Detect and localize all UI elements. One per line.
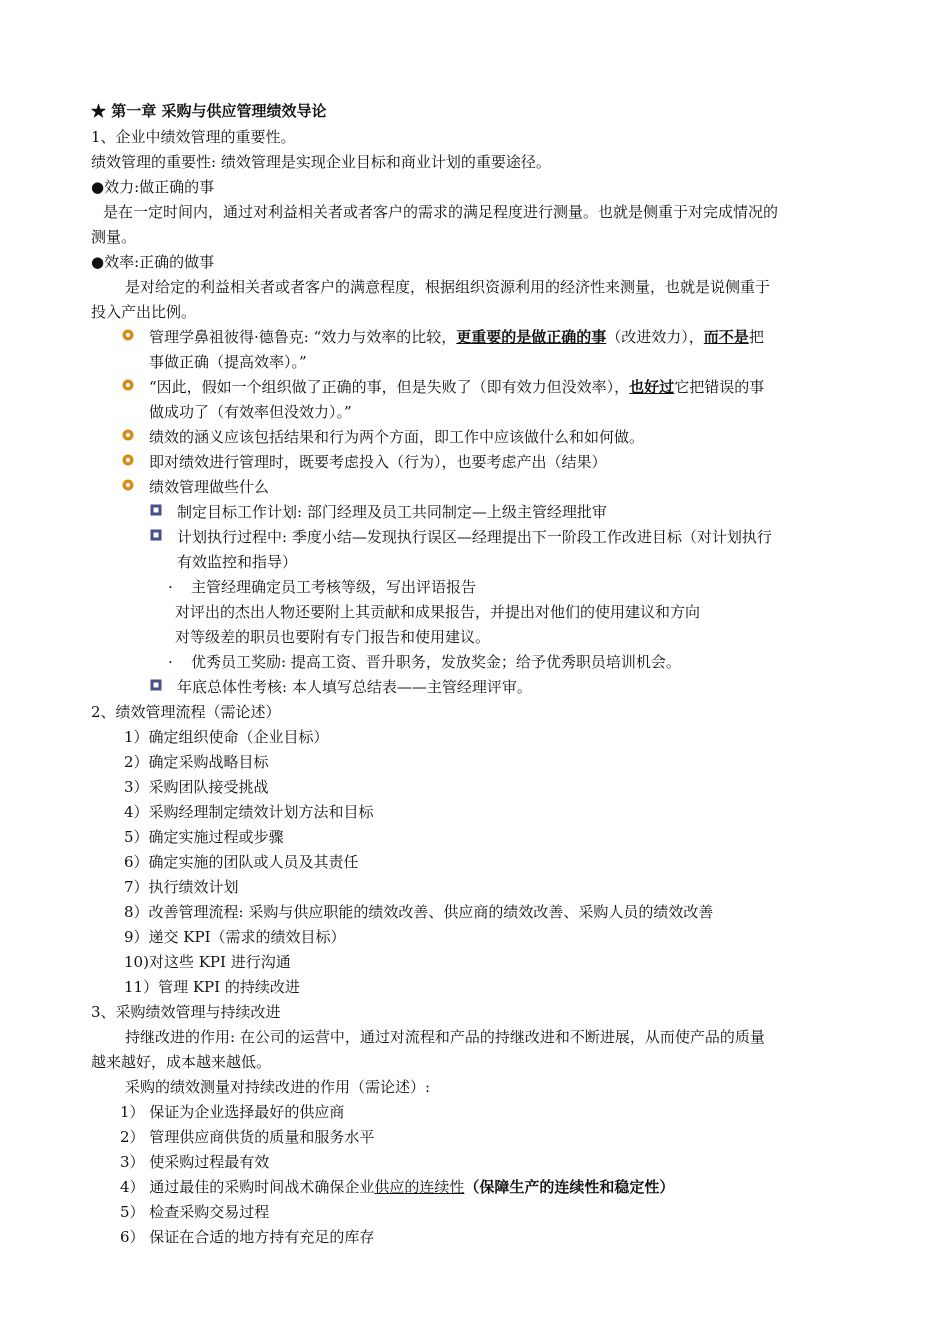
- effectiveness-title: ●效力:做正确的事: [91, 178, 215, 196]
- process-item: 3）采购团队接受挑战: [124, 778, 269, 796]
- bullet-input-output: 即对绩效进行管理时，既要考虑投入（行为），也要考虑产出（结果）: [149, 453, 607, 471]
- efficiency-line-1: 是对给定的利益相关者或者客户的满意程度，根据组织资源利用的经济性来测量，也就是说侧重于: [125, 278, 771, 296]
- bullet-quote-line-2: 做成功了（有效率但没效力）。”: [149, 403, 352, 421]
- role-item: 6） 保证在合适的地方持有充足的库存: [120, 1228, 375, 1246]
- orange-bullet-icon: [122, 329, 134, 341]
- sub-bullet-year-end: 年底总体性考核: 本人填写总结表——主管经理评审。: [177, 678, 532, 696]
- role-item: 3） 使采购过程最有效: [120, 1153, 270, 1171]
- process-item: 6）确定实施的团队或人员及其责任: [124, 853, 359, 871]
- square-bullet-icon: [150, 679, 162, 691]
- improvement-line-1: 持继改进的作用: 在公司的运营中，通过对流程和产品的持继改进和不断进展，从而使产品的质量: [125, 1028, 765, 1046]
- square-bullet-icon: [150, 529, 162, 541]
- square-bullet-icon: [150, 504, 162, 516]
- process-item: 5）确定实施过程或步骤: [124, 828, 284, 846]
- process-item: 2）确定采购战略目标: [124, 753, 269, 771]
- sub-bullet-execution-line-2: 有效监控和指导）: [177, 553, 298, 571]
- role-item: 4） 通过最佳的采购时间战术确保企业供应的连续性（保障生产的连续性和稳定性）: [120, 1178, 675, 1196]
- dot-bullet-icon: ·: [168, 578, 173, 596]
- dot-item-rating-line-3: 对等级差的职员也要附有专门报告和使用建议。: [175, 628, 491, 646]
- process-item: 9）递交 KPI（需求的绩效目标）: [124, 928, 346, 946]
- importance-text: 绩效管理的重要性: 绩效管理是实现企业目标和商业计划的重要途径。: [91, 153, 551, 171]
- effectiveness-line-2: 测量。: [91, 228, 137, 246]
- role-item: 5） 检查采购交易过程: [120, 1203, 270, 1221]
- dot-item-rating-line-2: 对评出的杰出人物还要附上其贡献和成果报告，并提出对他们的使用建议和方向: [175, 603, 701, 621]
- efficiency-line-2: 投入产出比例。: [91, 303, 197, 321]
- orange-bullet-icon: [122, 454, 134, 466]
- role-item: 1） 保证为企业选择最好的供应商: [120, 1103, 345, 1121]
- process-item: 7）执行绩效计划: [124, 878, 239, 896]
- bullet-drucker-line-1: 管理学鼻祖彼得·德鲁克: “效力与效率的比较，更重要的是做正确的事（改进效力），而不是把: [149, 328, 764, 346]
- process-item: 1）确定组织使命（企业目标）: [124, 728, 329, 746]
- orange-bullet-icon: [122, 379, 134, 391]
- bullet-meaning: 绩效的涵义应该包括结果和行为两个方面，即工作中应该做什么和如何做。: [149, 428, 645, 446]
- dot-bullet-icon: ·: [168, 653, 173, 671]
- orange-bullet-icon: [122, 429, 134, 441]
- effectiveness-line-1: 是在一定时间内，通过对利益相关者或者客户的需求的满足程度进行测量。也就是侧重于对完成情况的: [103, 203, 779, 221]
- efficiency-title: ●效率:正确的做事: [91, 253, 215, 271]
- section-1-heading: 1、企业中绩效管理的重要性。: [91, 128, 296, 146]
- dot-item-rating: 主管经理确定员工考核等级，写出评语报告: [191, 578, 477, 596]
- process-item: 8）改善管理流程: 采购与供应职能的绩效改善、供应商的绩效改善、采购人员的绩效改善: [124, 903, 714, 921]
- dot-item-reward: 优秀员工奖励: 提高工资、晋升职务，发放奖金；给予优秀职员培训机会。: [191, 653, 681, 671]
- sub-bullet-execution-line-1: 计划执行过程中: 季度小结—发现执行误区—经理提出下一阶段工作改进目标（对计划执行: [177, 528, 772, 546]
- section-3-heading: 3、采购绩效管理与持续改进: [91, 1003, 281, 1021]
- process-item: 4）采购经理制定绩效计划方法和目标: [124, 803, 374, 821]
- chapter-title: ★ 第一章 采购与供应管理绩效导论: [91, 102, 327, 120]
- section-2-heading: 2、绩效管理流程（需论述）: [91, 703, 281, 721]
- bullet-quote-line-1: “因此，假如一个组织做了正确的事，但是失败了（即有效力但没效率），也好过它把错误的事: [149, 378, 765, 396]
- bullet-what-to-do: 绩效管理做些什么: [149, 478, 270, 496]
- improvement-line-2: 越来越好，成本越来越低。: [91, 1053, 272, 1071]
- role-item: 2） 管理供应商供货的质量和服务水平: [120, 1128, 375, 1146]
- orange-bullet-icon: [122, 479, 134, 491]
- process-item: 10)对这些 KPI 进行沟通: [124, 953, 291, 971]
- process-item: 11）管理 KPI 的持续改进: [124, 978, 300, 996]
- measurement-intro: 采购的绩效测量对持续改进的作用（需论述）:: [125, 1078, 431, 1096]
- sub-bullet-plan: 制定目标工作计划: 部门经理及员工共同制定—上级主管经理批审: [177, 503, 607, 521]
- bullet-drucker-line-2: 事做正确（提高效率）。”: [149, 353, 307, 371]
